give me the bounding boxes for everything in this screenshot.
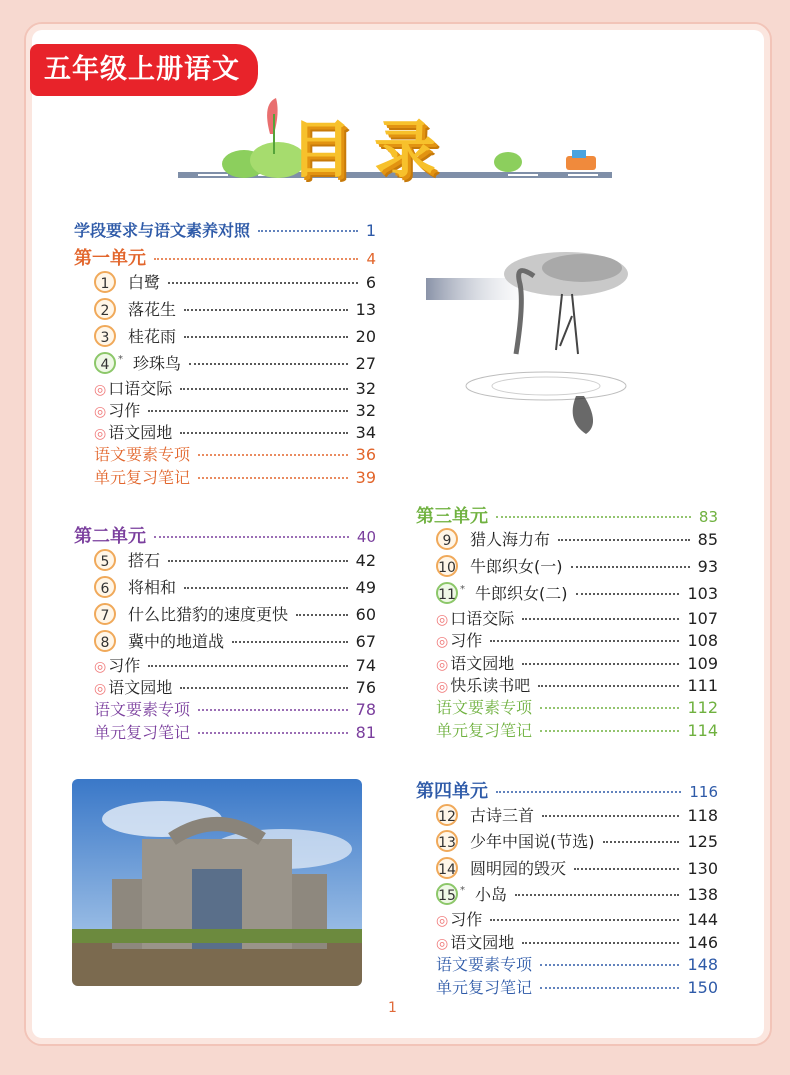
leader-dots	[576, 593, 680, 595]
leader-dots	[180, 432, 347, 434]
unit2-title: 第二单元	[74, 526, 146, 547]
special-label: 语文要素专项	[436, 698, 533, 717]
extra-item[interactable]	[94, 420, 376, 443]
leader-dots	[571, 566, 690, 568]
lesson-number-badge: 7	[94, 603, 116, 625]
leader-dots	[522, 663, 679, 665]
lesson-number-badge: 1	[94, 271, 116, 293]
leader-dots	[258, 230, 358, 232]
special-label: 单元复习笔记	[436, 721, 533, 740]
lesson-number-badge: 15	[436, 883, 458, 905]
unit4-page: 116	[689, 783, 718, 801]
special-label: 语文要素专项	[94, 700, 191, 719]
special-label: 语文要素专项	[436, 955, 533, 974]
unit4-heading[interactable]	[416, 777, 718, 803]
leader-dots	[198, 477, 348, 479]
lesson-number-badge: 14	[436, 857, 458, 879]
ring-bullet-icon: ◎	[436, 679, 449, 695]
ring-bullet-icon: ◎	[436, 634, 449, 650]
egret-painting-image	[426, 246, 646, 436]
lesson-number-badge: 12	[436, 804, 458, 826]
lesson-7[interactable]	[94, 602, 376, 625]
extra-item[interactable]	[436, 907, 718, 930]
leader-dots	[168, 560, 348, 562]
lesson-title: 搭石	[128, 551, 161, 570]
lesson-number-badge: 9	[436, 528, 458, 550]
unit3-heading[interactable]	[416, 502, 718, 528]
special-page: 148	[687, 955, 718, 974]
special-item[interactable]	[436, 975, 718, 998]
ring-bullet-icon: ◎	[436, 913, 449, 929]
extra-label: 习作	[450, 631, 483, 650]
lesson-page: 103	[687, 584, 718, 603]
unit1-page: 4	[366, 250, 376, 268]
lesson-page: 138	[687, 885, 718, 904]
leader-dots	[574, 868, 679, 870]
lesson-title: 冀中的地道战	[128, 632, 225, 651]
unit3-title: 第三单元	[416, 506, 488, 527]
leader-dots	[198, 454, 348, 456]
leader-dots	[496, 516, 691, 518]
lesson-page: 13	[355, 300, 376, 319]
lesson-number-badge: 11	[436, 582, 458, 604]
special-label: 语文要素专项	[94, 445, 191, 464]
leader-dots	[515, 894, 679, 896]
extra-label: 习作	[108, 656, 141, 675]
lesson-title: 小岛	[475, 885, 508, 904]
extra-label: 习作	[450, 910, 483, 929]
lesson-page: 130	[687, 859, 718, 878]
unit2-page: 40	[356, 528, 376, 546]
lesson-title: 圆明园的毁灭	[470, 859, 567, 878]
grade-tag: 五年级上册语文	[30, 44, 258, 96]
lesson-title: 什么比猎豹的速度更快	[128, 605, 289, 624]
special-page: 39	[355, 468, 376, 487]
leader-dots	[168, 282, 358, 284]
lesson-2[interactable]	[94, 297, 376, 320]
lesson-page: 118	[687, 806, 718, 825]
lesson-page: 67	[355, 632, 376, 651]
leader-dots	[180, 388, 347, 390]
lesson-title: 牛郎织女(二)	[475, 584, 568, 603]
title-banner	[178, 94, 612, 186]
lesson-page: 27	[355, 354, 376, 373]
special-label: 单元复习笔记	[94, 468, 191, 487]
ring-bullet-icon: ◎	[94, 681, 107, 697]
special-item[interactable]	[436, 695, 718, 718]
extra-page: 109	[687, 654, 718, 673]
lesson-10[interactable]	[436, 554, 718, 577]
special-page: 150	[687, 978, 718, 997]
extra-page: 74	[355, 656, 376, 675]
leader-dots	[154, 258, 358, 260]
lesson-page: 42	[355, 551, 376, 570]
ring-bullet-icon: ◎	[94, 382, 107, 398]
extra-item[interactable]	[436, 930, 718, 953]
lesson-15[interactable]	[436, 882, 718, 905]
extra-item[interactable]	[94, 376, 376, 399]
unit1-heading[interactable]	[74, 244, 376, 270]
toc-intro-label: 学段要求与语文素养对照	[74, 221, 251, 240]
self-study-star: *	[460, 885, 465, 896]
lesson-title: 将相和	[128, 578, 177, 597]
special-item[interactable]	[436, 718, 718, 741]
leader-dots	[184, 587, 348, 589]
lesson-page: 49	[355, 578, 376, 597]
lesson-page: 125	[687, 832, 718, 851]
extra-label: 快乐读书吧	[450, 676, 531, 695]
leader-dots	[496, 791, 681, 793]
extra-page: 76	[355, 678, 376, 697]
leader-dots	[189, 363, 348, 365]
extra-item[interactable]	[436, 606, 718, 629]
special-page: 114	[687, 721, 718, 740]
toc-intro[interactable]	[74, 218, 376, 241]
lesson-title: 猎人海力布	[470, 530, 551, 549]
ring-bullet-icon: ◎	[94, 404, 107, 420]
lesson-9[interactable]	[436, 527, 718, 550]
lesson-title: 珍珠鸟	[133, 354, 182, 373]
unit4-title: 第四单元	[416, 781, 488, 802]
ring-bullet-icon: ◎	[436, 657, 449, 673]
leader-dots	[542, 815, 679, 817]
ring-bullet-icon: ◎	[436, 612, 449, 628]
special-item[interactable]	[94, 465, 376, 488]
leader-dots	[538, 685, 679, 687]
leader-dots	[184, 336, 348, 338]
lesson-5[interactable]	[94, 548, 376, 571]
toc-intro-page: 1	[365, 221, 376, 240]
extra-page: 146	[687, 933, 718, 952]
special-label: 单元复习笔记	[436, 978, 533, 997]
lesson-6[interactable]	[94, 575, 376, 598]
extra-item[interactable]	[94, 675, 376, 698]
lesson-page: 20	[355, 327, 376, 346]
extra-label: 习作	[108, 401, 141, 420]
page-title: 目录	[290, 113, 459, 186]
leader-dots	[540, 964, 679, 966]
self-study-star: *	[118, 354, 123, 365]
lesson-8[interactable]	[94, 629, 376, 652]
extra-page: 107	[687, 609, 718, 628]
special-item[interactable]	[436, 952, 718, 975]
ring-bullet-icon: ◎	[94, 426, 107, 442]
ruins-photo-image	[72, 779, 362, 986]
extra-label: 语文园地	[108, 678, 173, 697]
extra-page: 34	[355, 423, 376, 442]
extra-label: 口语交际	[450, 609, 515, 628]
unit3-page: 83	[698, 508, 718, 526]
lesson-title: 古诗三首	[470, 806, 535, 825]
extra-page: 32	[355, 379, 376, 398]
special-label: 单元复习笔记	[94, 723, 191, 742]
special-page: 36	[355, 445, 376, 464]
ring-bullet-icon: ◎	[436, 936, 449, 952]
leader-dots	[148, 665, 347, 667]
unit2-heading[interactable]	[74, 522, 376, 548]
lesson-number-badge: 10	[436, 555, 458, 577]
lesson-page: 93	[697, 557, 718, 576]
lesson-page: 85	[697, 530, 718, 549]
lesson-12[interactable]	[436, 803, 718, 826]
leader-dots	[490, 919, 679, 921]
leader-dots	[184, 309, 348, 311]
extra-item[interactable]	[94, 398, 376, 421]
leader-dots	[522, 618, 679, 620]
special-page: 78	[355, 700, 376, 719]
leader-dots	[522, 942, 679, 944]
leader-dots	[148, 410, 347, 412]
lesson-number-badge: 4	[94, 352, 116, 374]
lesson-number-badge: 3	[94, 325, 116, 347]
extra-label: 口语交际	[108, 379, 173, 398]
special-page: 112	[687, 698, 718, 717]
lesson-number-badge: 13	[436, 830, 458, 852]
lesson-14[interactable]	[436, 856, 718, 879]
page-number: 1	[388, 1000, 397, 1016]
leader-dots	[180, 687, 347, 689]
lesson-title: 落花生	[128, 300, 177, 319]
leader-dots	[296, 614, 348, 616]
unit1-title: 第一单元	[74, 248, 146, 269]
leader-dots	[540, 987, 679, 989]
lesson-title: 白鹭	[128, 273, 161, 292]
extra-label: 语文园地	[450, 654, 515, 673]
special-item[interactable]	[94, 442, 376, 465]
lesson-1[interactable]	[94, 270, 376, 293]
lesson-11[interactable]	[436, 581, 718, 604]
lesson-number-badge: 6	[94, 576, 116, 598]
lesson-number-badge: 8	[94, 630, 116, 652]
special-item[interactable]	[94, 720, 376, 743]
extra-item[interactable]	[436, 628, 718, 651]
lesson-4[interactable]	[94, 351, 376, 374]
lesson-title: 少年中国说(节选)	[470, 832, 595, 851]
lesson-title: 桂花雨	[128, 327, 177, 346]
extra-page: 108	[687, 631, 718, 650]
lesson-13[interactable]	[436, 829, 718, 852]
lesson-number-badge: 2	[94, 298, 116, 320]
special-item[interactable]	[94, 697, 376, 720]
leader-dots	[154, 536, 349, 538]
lesson-page: 6	[365, 273, 376, 292]
lesson-number-badge: 5	[94, 549, 116, 571]
extra-page: 32	[355, 401, 376, 420]
leader-dots	[540, 707, 679, 709]
lesson-page: 60	[355, 605, 376, 624]
extra-item[interactable]	[436, 651, 718, 674]
lesson-3[interactable]	[94, 324, 376, 347]
leader-dots	[198, 709, 348, 711]
extra-page: 144	[687, 910, 718, 929]
extra-label: 语文园地	[450, 933, 515, 952]
leader-dots	[198, 732, 348, 734]
leader-dots	[603, 841, 680, 843]
ring-bullet-icon: ◎	[94, 659, 107, 675]
special-page: 81	[355, 723, 376, 742]
leader-dots	[490, 640, 679, 642]
leader-dots	[558, 539, 690, 541]
extra-label: 语文园地	[108, 423, 173, 442]
self-study-star: *	[460, 584, 465, 595]
leader-dots	[540, 730, 679, 732]
lesson-title: 牛郎织女(一)	[470, 557, 563, 576]
extra-item[interactable]	[436, 673, 718, 696]
extra-page: 111	[687, 676, 718, 695]
extra-item[interactable]	[94, 653, 376, 676]
leader-dots	[232, 641, 348, 643]
